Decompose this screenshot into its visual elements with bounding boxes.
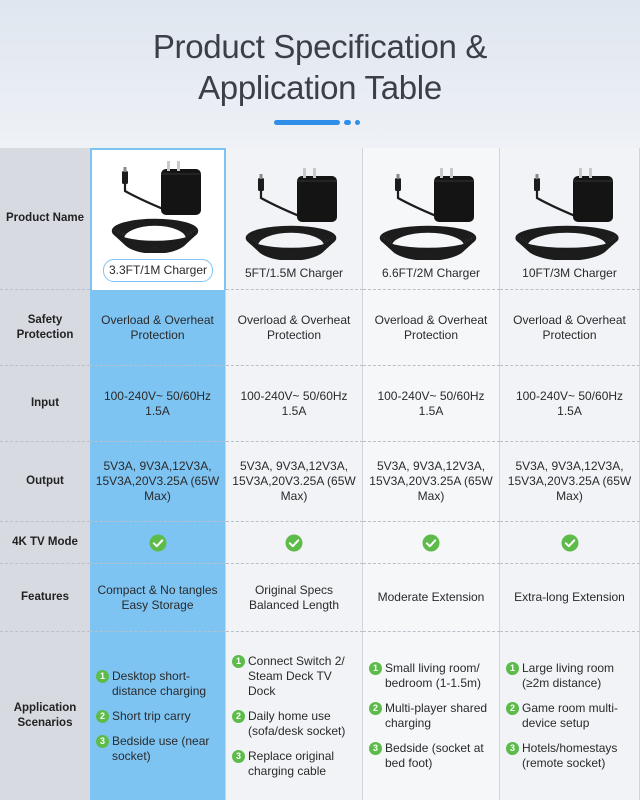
product-name: 6.6FT/2M Charger (381, 266, 481, 280)
scenario-item (232, 654, 356, 699)
spec-table (0, 148, 640, 800)
scenarios-cell (500, 632, 640, 800)
scenario-text: Replace original charging cable (248, 748, 335, 778)
scenario-item (369, 741, 493, 771)
number-badge-icon: 2 (96, 710, 109, 723)
row-label-product-name: Product Name (0, 148, 90, 290)
scenario-text: Multi-player shared charging (385, 701, 488, 730)
scenario-text: Small living room/ bedroom (1-1.5m) (385, 661, 482, 690)
check-circle-icon (561, 534, 579, 552)
product-name: 10FT/3M Charger (522, 266, 617, 280)
output-value: 5V3A, 9V3A,12V3A, 15V3A,20V3.25A (65W Max) (363, 442, 500, 522)
scenario-item (369, 661, 493, 691)
scenario-text: Connect Switch 2/ Steam Deck TV Dock (248, 653, 345, 698)
row-label-safety: Safety Protection (0, 290, 90, 366)
scenario-item (369, 701, 493, 731)
tv-mode-value (226, 522, 363, 564)
features-value: Moderate Extension (363, 564, 500, 632)
scenario-item (232, 709, 356, 739)
safety-value: Overload & Overheat Protection (363, 290, 500, 366)
output-value: 5V3A, 9V3A,12V3A, 15V3A,20V3.25A (65W Max) (90, 442, 226, 522)
row-label-scenarios: Application Scenarios (0, 632, 90, 800)
scenario-text: Large living room (≥2m distance) (522, 661, 615, 690)
number-badge-icon: 3 (369, 742, 382, 755)
product-cell-1 (90, 148, 226, 290)
scenario-text: Desktop short-distance charging (112, 668, 207, 698)
number-badge-icon: 1 (369, 662, 382, 675)
number-badge-icon: 2 (369, 702, 382, 715)
product-name: 5FT/1.5M Charger (244, 266, 344, 280)
product-cell-4 (500, 148, 640, 290)
scenario-item (96, 709, 191, 724)
number-badge-icon: 2 (506, 702, 519, 715)
tv-mode-value (90, 522, 226, 564)
scenarios-cell (363, 632, 500, 800)
number-badge-icon: 1 (96, 670, 109, 683)
input-value: 100-240V~ 50/60Hz 1.5A (500, 366, 640, 442)
scenario-text: Short trip carry (112, 708, 191, 723)
row-label-output: Output (0, 442, 90, 522)
input-value: 100-240V~ 50/60Hz 1.5A (226, 366, 363, 442)
number-badge-icon: 3 (232, 750, 245, 763)
wall-charger-icon (515, 168, 625, 260)
input-value: 100-240V~ 50/60Hz 1.5A (90, 366, 226, 442)
scenario-item (96, 734, 219, 764)
features-value: Extra-long Extension (500, 564, 640, 632)
scenario-item (506, 701, 633, 731)
product-cell-3 (363, 148, 500, 290)
scenarios-cell (226, 632, 363, 800)
safety-value: Overload & Overheat Protection (226, 290, 363, 366)
tv-mode-value (500, 522, 640, 564)
tv-mode-value (363, 522, 500, 564)
scenario-item (506, 741, 633, 771)
scenario-item (96, 669, 219, 699)
features-value: Compact & No tangles Easy Storage (90, 564, 226, 632)
row-label-features: Features (0, 564, 90, 632)
input-value: 100-240V~ 50/60Hz 1.5A (363, 366, 500, 442)
output-value: 5V3A, 9V3A,12V3A, 15V3A,20V3.25A (65W Max) (500, 442, 640, 522)
scenario-item (506, 661, 633, 691)
wall-charger-icon (103, 161, 213, 253)
scenario-text: Game room multi-device setup (522, 701, 619, 730)
header (0, 0, 640, 148)
product-name: 3.3FT/1M Charger (103, 259, 213, 282)
row-label-tv-mode: 4K TV Mode (0, 522, 90, 564)
scenario-text: Hotels/homestays (remote socket) (522, 741, 618, 770)
product-cell-2 (226, 148, 363, 290)
check-circle-icon (285, 534, 303, 552)
number-badge-icon: 1 (506, 662, 519, 675)
number-badge-icon: 3 (506, 742, 519, 755)
number-badge-icon: 3 (96, 735, 109, 748)
number-badge-icon: 1 (232, 655, 245, 668)
check-circle-icon (149, 534, 167, 552)
scenario-text: Bedside use (near socket) (112, 733, 210, 763)
page-title: Product Specification & Application Table (152, 28, 488, 106)
safety-value: Overload & Overheat Protection (90, 290, 226, 366)
wall-charger-icon (239, 168, 349, 260)
wall-charger-icon (376, 168, 486, 260)
safety-value: Overload & Overheat Protection (500, 290, 640, 366)
row-label-input: Input (0, 366, 90, 442)
number-badge-icon: 2 (232, 710, 245, 723)
scenario-text: Daily home use (sofa/desk socket) (248, 708, 346, 738)
output-value: 5V3A, 9V3A,12V3A, 15V3A,20V3.25A (65W Max) (226, 442, 363, 522)
scenario-item (232, 749, 356, 779)
scenario-text: Bedside (socket at bed foot) (385, 741, 484, 770)
features-value: Original Specs Balanced Length (226, 564, 363, 632)
check-circle-icon (422, 534, 440, 552)
scenarios-cell (90, 632, 226, 800)
